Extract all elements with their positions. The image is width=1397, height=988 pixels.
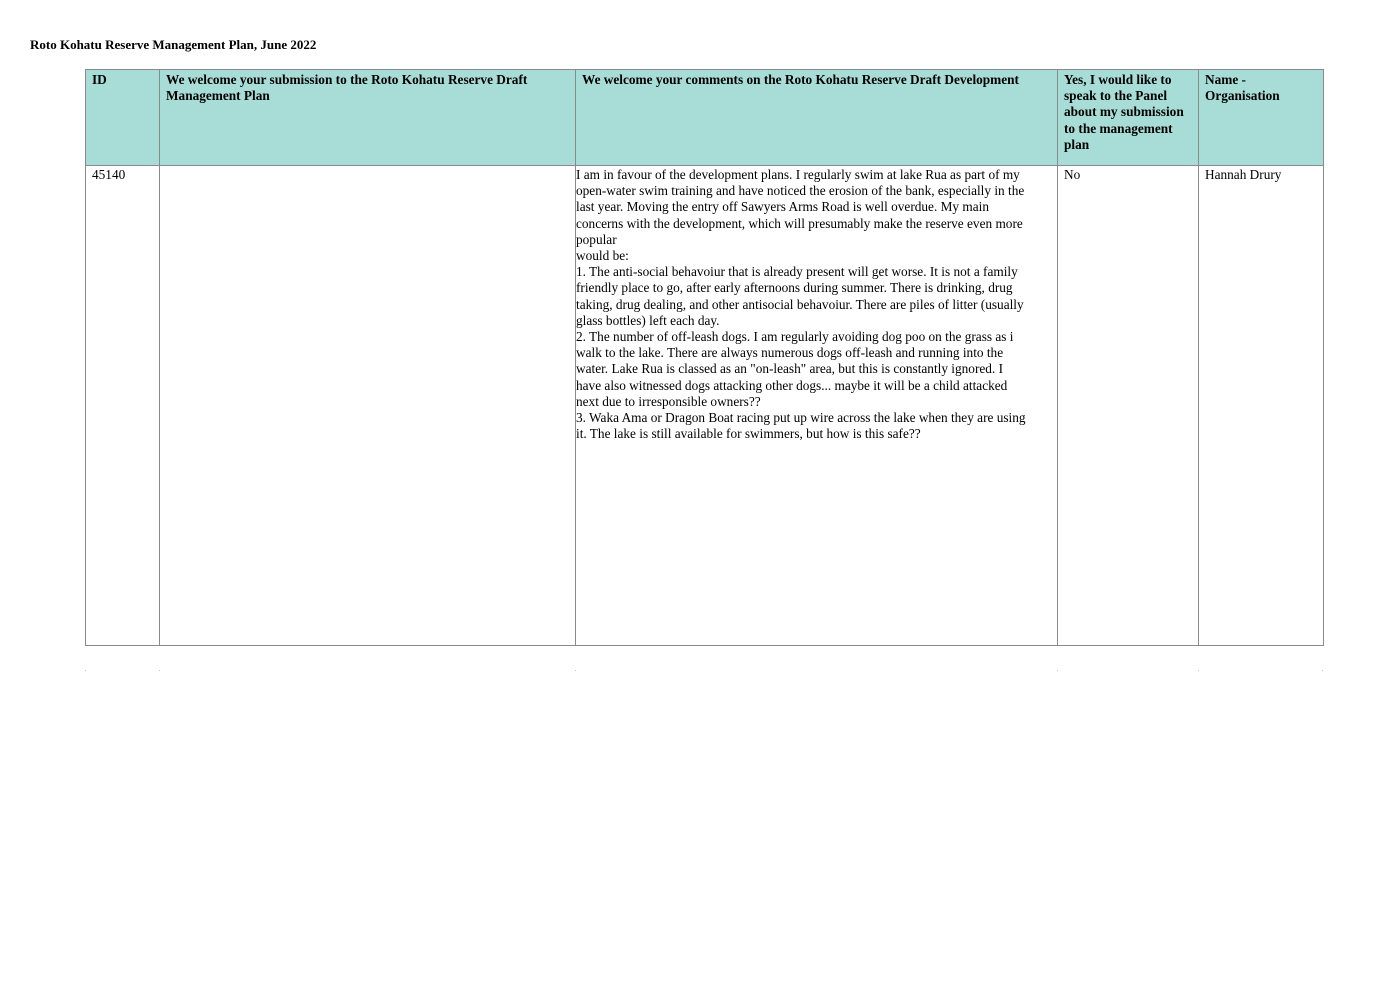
header-speak-to-panel: Yes, I would like to speak to the Panel about my submission to the management plan (1058, 70, 1199, 166)
comment-line: taking, drug dealing, and other antisocial behavoiur. There are piles of litter (usually (576, 296, 1024, 312)
header-id: ID (86, 70, 160, 166)
comment-line: would be: (576, 248, 629, 264)
comment-line: next due to irresponsible owners?? (576, 393, 761, 409)
submissions-table (85, 69, 1324, 646)
header-name-organisation: Name - Organisation (1199, 70, 1324, 166)
column-mark (575, 670, 576, 671)
table-row (86, 166, 1324, 646)
cell-speak-to-panel: No (1058, 166, 1199, 646)
comment-line: last year. Moving the entry off Sawyers Arms Road is well overdue. My main (576, 199, 989, 215)
comment-line: 3. Waka Ama or Dragon Boat racing put up wire across the lake when they are using (576, 410, 1026, 426)
comment-line: 2. The number of off-leash dogs. I am regularly avoiding dog poo on the grass as i (576, 329, 1014, 345)
cell-submission (160, 166, 576, 646)
comment-line: 1. The anti-social behavoiur that is already present will get worse. It is not a family (576, 264, 1018, 280)
column-mark (85, 670, 86, 671)
page-break-marks (85, 670, 1323, 672)
comment-line: concerns with the development, which will presumably make the reserve even more (576, 215, 1023, 231)
cell-id: 45140 (86, 166, 160, 646)
column-mark (1198, 670, 1199, 671)
table-header-row (86, 70, 1324, 166)
page-title: Roto Kohatu Reserve Management Plan, June 2022 (30, 37, 317, 52)
column-mark (159, 670, 160, 671)
cell-name-organisation: Hannah Drury (1199, 166, 1324, 646)
header-comments: We welcome your comments on the Roto Kohatu Reserve Draft Development (576, 70, 1058, 166)
comment-line: open-water swim training and have noticed the erosion of the bank, especially in the (576, 183, 1025, 199)
header-submission: We welcome your submission to the Roto Kohatu Reserve Draft Management Plan (160, 70, 576, 166)
comment-line: have also witnessed dogs attacking other dogs... maybe it will be a child attacked (576, 377, 1008, 393)
comment-line: water. Lake Rua is classed as an "on-leash" area, but this is constantly ignored. I (576, 361, 1003, 377)
comment-line: I am in favour of the development plans. I regularly swim at lake Rua as part of my (576, 167, 1020, 182)
column-mark (1057, 670, 1058, 671)
comment-line: it. The lake is still available for swimmers, but how is this safe?? (576, 426, 921, 442)
comment-line: friendly place to go, after early afternoons during summer. There is drinking, drug (576, 280, 1013, 296)
column-mark (1322, 670, 1323, 671)
comment-line: walk to the lake. There are always numerous dogs off-leash and running into the (576, 345, 1004, 361)
cell-comments (576, 166, 1058, 646)
comment-line: popular (576, 231, 617, 247)
comment-line: glass bottles) left each day. (576, 312, 720, 328)
